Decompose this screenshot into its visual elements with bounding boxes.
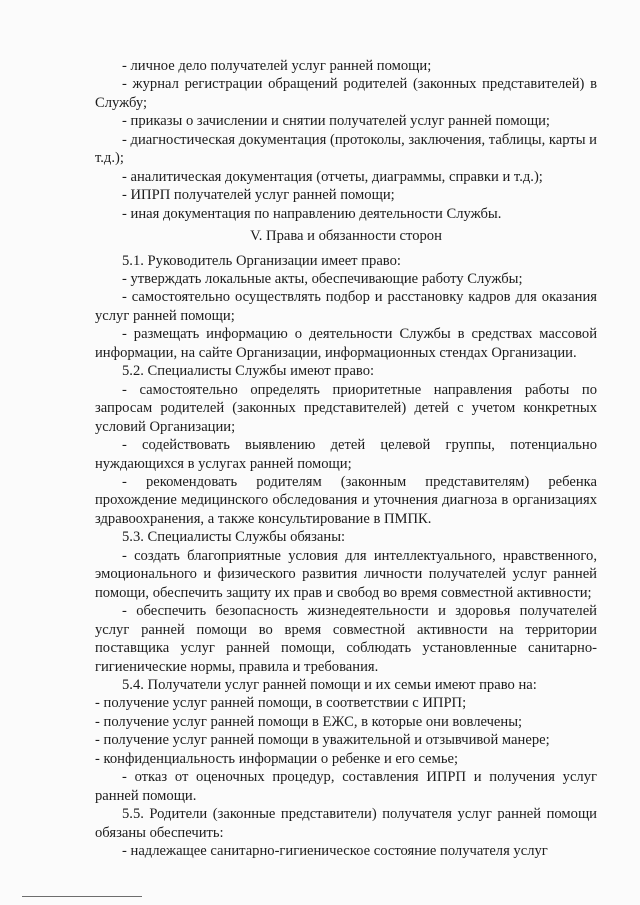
list-item: - отказ от оценочных процедур, составления ИПРП и получения услуг ранней помощи. — [95, 769, 597, 804]
list-item: - получение услуг ранней помощи, в соответствии с ИПРП; — [95, 695, 467, 712]
document-body — [95, 57, 597, 860]
list-item: - размещать информацию о деятельности Службы в средствах массовой информации, на сайте Организации, информационных стендах Организации. — [95, 326, 597, 361]
list-item: - конфиденциальность информации о ребенке и его семье; — [95, 750, 459, 767]
list-item: - диагностическая документация (протоколы, заключения, таблицы, карты и т.д.); — [95, 131, 597, 167]
clause-heading: 5.2. Специалисты Службы имеют право: — [122, 363, 375, 380]
clause-heading: 5.5. Родители (законные представители) получателя услуг ранней помощи обязаны обеспечить: — [95, 806, 597, 841]
list-item: - самостоятельно определять приоритетные направления работы по запросам родителей (законных представителей) детей с учетом конкретных условий Организации; — [95, 381, 597, 435]
list-item: - самостоятельно осуществлять подбор и расстановку кадров для оказания услуг ранней помощи; — [95, 289, 597, 324]
list-item: - аналитическая документация (отчеты, диаграммы, справки и т.д.); — [122, 168, 543, 185]
clause-heading: 5.4. Получатели услуг ранней помощи и их семьи имеют право на: — [122, 676, 537, 693]
list-item: - получение услуг ранней помощи в уважительной и отзывчивой манере; — [95, 732, 550, 749]
clause-heading: 5.3. Специалисты Службы обязаны: — [122, 529, 346, 546]
list-item: - личное дело получателей услуг ранней помощи; — [122, 58, 432, 74]
page-bottom-rule — [22, 896, 142, 897]
list-item: - содействовать выявлению детей целевой группы, потенциально нуждающихся в услугах ранней помощи; — [95, 437, 597, 472]
list-item: - обеспечить безопасность жизнедеятельности и здоровья получателей услуг ранней помощи во время совместной активности на территории поставщика услуг ранней помощи, соблюдать установленные санитарно-гигиенические нормы, правила и требования. — [95, 603, 597, 675]
list-item: - создать благоприятные условия для интеллектуального, нравственного, эмоционального и физического развития личности получателей услуг ранней помощи, обеспечить защиту их прав и свобод во время совместной активности; — [95, 547, 597, 601]
list-item: - приказы о зачислении и снятии получателей услуг ранней помощи; — [122, 113, 550, 130]
list-item: - надлежащее санитарно-гигиеническое состояние получателя услуг — [122, 843, 548, 860]
list-item: - рекомендовать родителям (законным представителям) ребенка прохождение медицинского обследования и уточнения диагноза в организациях здравоохранения, а также консультирование в ПМПК. — [95, 473, 597, 527]
clause-heading: 5.1. Руководитель Организации имеет право: — [122, 252, 401, 269]
list-item: - журнал регистрации обращений родителей (законных представителей) в Службу; — [95, 76, 597, 111]
list-item: - получение услуг ранней помощи в ЕЖС, в которые они вовлечены; — [95, 713, 523, 730]
list-item: - иная документация по направлению деятельности Службы. — [122, 205, 502, 222]
list-item: - ИПРП получателей услуг ранней помощи; — [122, 187, 395, 204]
list-item: - утверждать локальные акты, обеспечивающие работу Службы; — [122, 270, 523, 287]
section-title: V. Права и обязанности сторон — [250, 228, 442, 245]
